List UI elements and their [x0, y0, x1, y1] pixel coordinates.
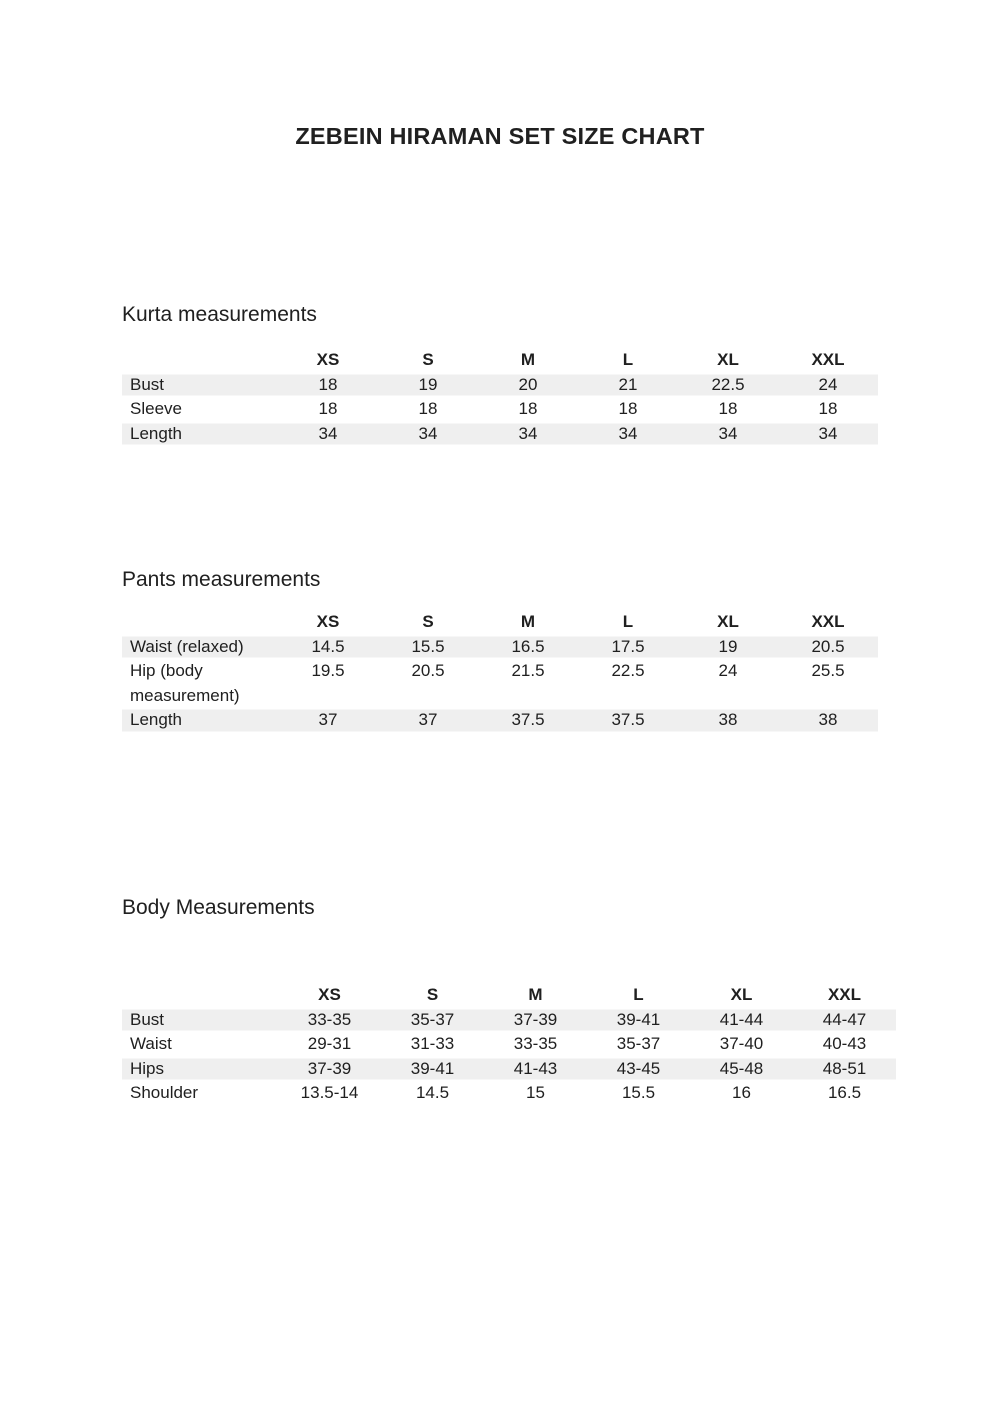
measurement-value: 35-37 — [381, 1008, 484, 1033]
measurement-value: 35-37 — [616, 1034, 661, 1054]
measurement-value: 22.5 — [611, 661, 645, 681]
measurement-value: 21.5 — [511, 661, 545, 681]
row-label: Hip (body measurement) — [130, 661, 240, 705]
measurement-value: 37-40 — [719, 1034, 764, 1054]
row-label: Hips — [122, 1057, 278, 1082]
measurement-value: 15 — [526, 1083, 545, 1103]
kurta-measurements-table — [122, 348, 878, 446]
measurement-value: 18 — [418, 399, 438, 419]
measurement-value: 34 — [678, 422, 778, 447]
measurement-row — [122, 1081, 896, 1106]
measurement-value: 29-31 — [307, 1034, 352, 1054]
measurement-value: 44-47 — [793, 1008, 896, 1033]
measurement-value: 21 — [578, 373, 678, 398]
measurement-value: 18 — [318, 399, 338, 419]
measurement-value: 39-41 — [587, 1008, 690, 1033]
body-measurements-table — [122, 983, 896, 1106]
measurement-value: 39-41 — [381, 1057, 484, 1082]
measurement-value: 34 — [378, 422, 478, 447]
measurement-row — [122, 373, 878, 398]
measurement-value: 16.5 — [478, 635, 578, 660]
pants-section-heading: Pants measurements — [122, 568, 321, 591]
row-label: Length — [122, 708, 278, 733]
measurement-value: 37-39 — [278, 1057, 381, 1082]
measurement-value: 18 — [618, 399, 638, 419]
measurement-value: 34 — [278, 422, 378, 447]
size-column-header: XXL — [811, 612, 845, 631]
measurement-value: 20 — [478, 373, 578, 398]
kurta-section-heading: Kurta measurements — [122, 303, 317, 326]
measurement-value: 20.5 — [778, 635, 878, 660]
measurement-value: 45-48 — [690, 1057, 793, 1082]
measurement-row — [122, 397, 878, 422]
row-label: Bust — [122, 1008, 278, 1033]
measurement-value: 38 — [678, 708, 778, 733]
size-column-header: XL — [730, 985, 753, 1004]
measurement-value: 38 — [778, 708, 878, 733]
measurement-row — [122, 635, 878, 660]
measurement-value: 14.5 — [415, 1083, 450, 1103]
measurement-value: 19 — [678, 635, 778, 660]
measurement-value: 24 — [778, 373, 878, 398]
size-column-header: XXL — [827, 985, 862, 1004]
row-label: Bust — [122, 373, 278, 398]
measurement-value: 25.5 — [811, 661, 845, 681]
body-section-heading: Body Measurements — [122, 896, 315, 919]
measurement-value: 18 — [278, 373, 378, 398]
size-column-header: XL — [717, 350, 739, 369]
measurement-row — [122, 1057, 896, 1082]
size-column-header: L — [633, 985, 644, 1004]
measurement-value: 20.5 — [411, 661, 445, 681]
measurement-value: 34 — [778, 422, 878, 447]
corner-cell-empty — [122, 348, 278, 373]
document-title: ZEBEIN HIRAMAN SET SIZE CHART — [295, 123, 705, 149]
size-header-row — [122, 983, 896, 1008]
size-column-header: M — [520, 612, 536, 631]
measurement-value: 17.5 — [578, 635, 678, 660]
measurement-value: 16 — [732, 1083, 751, 1103]
measurement-value: 18 — [818, 399, 838, 419]
measurement-value: 15.5 — [378, 635, 478, 660]
measurement-value: 31-33 — [410, 1034, 455, 1054]
row-label: Waist — [130, 1034, 172, 1054]
measurement-value: 24 — [718, 661, 738, 681]
measurement-value: 37 — [378, 708, 478, 733]
measurement-value: 40-43 — [822, 1034, 867, 1054]
measurement-value: 15.5 — [621, 1083, 656, 1103]
measurement-value: 41-43 — [484, 1057, 587, 1082]
measurement-value: 19 — [378, 373, 478, 398]
row-label: Waist (relaxed) — [122, 635, 278, 660]
measurement-row — [122, 1032, 896, 1057]
size-column-header: XL — [717, 612, 739, 631]
row-label: Length — [122, 422, 278, 447]
size-column-header: XS — [316, 350, 340, 369]
measurement-value: 33-35 — [278, 1008, 381, 1033]
size-column-header: L — [622, 350, 634, 369]
measurement-value: 43-45 — [587, 1057, 690, 1082]
size-column-header: L — [622, 612, 634, 631]
measurement-row — [122, 422, 878, 447]
size-column-header: XXL — [811, 350, 845, 369]
measurement-value: 37.5 — [578, 708, 678, 733]
measurement-row — [122, 708, 878, 733]
measurement-value: 13.5-14 — [300, 1083, 359, 1103]
measurement-value: 37 — [278, 708, 378, 733]
size-header-row — [122, 610, 878, 635]
measurement-value: 34 — [478, 422, 578, 447]
pants-measurements-table — [122, 610, 878, 733]
row-label: Shoulder — [130, 1083, 199, 1103]
measurement-value: 34 — [578, 422, 678, 447]
size-column-header: XS — [318, 985, 341, 1004]
corner-cell-empty — [122, 983, 278, 1008]
measurement-value: 18 — [718, 399, 738, 419]
size-column-header: S — [422, 612, 434, 631]
measurement-value: 14.5 — [278, 635, 378, 660]
measurement-value: 33-35 — [513, 1034, 558, 1054]
size-column-header: M — [520, 350, 536, 369]
measurement-row — [122, 1008, 896, 1033]
size-header-row — [122, 348, 878, 373]
measurement-value: 19.5 — [311, 661, 345, 681]
measurement-value: 37-39 — [484, 1008, 587, 1033]
size-column-header: S — [422, 350, 434, 369]
measurement-row — [122, 659, 878, 708]
row-label: Sleeve — [130, 399, 182, 419]
measurement-value: 41-44 — [690, 1008, 793, 1033]
size-column-header: S — [426, 985, 439, 1004]
measurement-value: 18 — [518, 399, 538, 419]
measurement-value: 48-51 — [793, 1057, 896, 1082]
size-column-header: XS — [316, 612, 340, 631]
measurement-value: 37.5 — [478, 708, 578, 733]
measurement-value: 22.5 — [678, 373, 778, 398]
corner-cell-empty — [122, 610, 278, 635]
size-column-header: M — [528, 985, 543, 1004]
measurement-value: 16.5 — [827, 1083, 862, 1103]
